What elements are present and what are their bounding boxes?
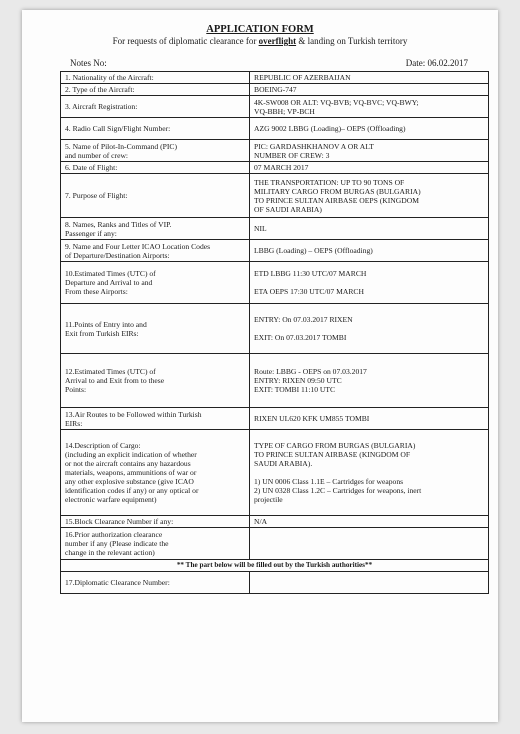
form-row [61, 240, 489, 262]
notes-number-label: Notes No: [70, 58, 107, 68]
row-label: 17.Diplomatic Clearance Number: [61, 572, 250, 594]
row-label: 8. Names, Ranks and Titles of VIP. Passenger if any: [61, 218, 250, 240]
row-value: NIL [250, 218, 489, 240]
row-label: 11.Points of Entry into and Exit from Turkish EIRs: [61, 304, 250, 354]
form-title: APPLICATION FORM [206, 24, 314, 35]
row-value: RIXEN UL620 KFK UM855 TOMBI [250, 408, 489, 430]
form-row [61, 516, 489, 528]
row-value [250, 528, 489, 560]
subtitle-emphasis: overflight [258, 36, 297, 46]
row-value: LBBG (Loading) – OEPS (Offloading) [250, 240, 489, 262]
row-label: 13.Air Routes to be Followed within Turkish EIRs: [61, 408, 250, 430]
form-row [61, 304, 489, 354]
form-row [61, 408, 489, 430]
row-value: 07 MARCH 2017 [250, 162, 489, 174]
row-value: AZG 9002 LBBG (Loading)– OEPS (Offloading) [250, 118, 489, 140]
subtitle-text-start: For requests of diplomatic clearance for [112, 36, 259, 46]
row-value: Route: LBBG - OEPS on 07.03.2017 ENTRY: RIXEN 09:50 UTC EXIT: TOMBI 11:10 UTC [250, 354, 489, 408]
row-value: ETD LBBG 11:30 UTC/07 MARCH ETA OEPS 17:30 UTC/07 MARCH [250, 262, 489, 304]
form-row [61, 174, 489, 218]
row-label: 4. Radio Call Sign/Flight Number: [61, 118, 250, 140]
row-value: REPUBLIC OF AZERBAIJAN [250, 72, 489, 84]
row-label: 1. Nationality of the Aircraft: [61, 72, 250, 84]
subtitle-text-end: & landing on Turkish territory [296, 36, 408, 46]
row-label: 16.Prior authorization clearance number if any (Please indicate the change in the relevant action) [61, 528, 250, 560]
row-label: 15.Block Clearance Number if any: [61, 516, 250, 528]
form-row [61, 162, 489, 174]
authorities-note: ** The part below will be filled out by the Turkish authorities** [61, 560, 489, 572]
form-row [61, 118, 489, 140]
row-label: 2. Type of the Aircraft: [61, 84, 250, 96]
row-label: 14.Description of Cargo: (including an explicit indication of whether or not the aircraft contains any hazardous materials, weapons, ammunitions of war or any other explosive substance (give ICAO identification codes if any) or any optical or electronic warfare equipment) [61, 430, 250, 516]
row-label: 3. Aircraft Registration: [61, 96, 250, 118]
row-label: 5. Name of Pilot-In-Command (PIC) and number of crew: [61, 140, 250, 162]
row-label: 6. Date of Flight: [61, 162, 250, 174]
row-label: 10.Estimated Times (UTC) of Departure and Arrival to and From these Airports: [61, 262, 250, 304]
row-value: 4K-SW008 OR ALT: VQ-BVB; VQ-BVC; VQ-BWY; VQ-BBH; VP-BCH [250, 96, 489, 118]
form-row [61, 354, 489, 408]
form-date: Date: 06.02.2017 [405, 58, 468, 68]
clearance-form-table [60, 71, 489, 594]
form-row [61, 430, 489, 516]
form-row [61, 218, 489, 240]
form-row [61, 572, 489, 594]
row-value: THE TRANSPORTATION: UP TO 90 TONS OF MILITARY CARGO FROM BURGAS (BULGARIA) TO PRINCE SULTAN AIRBASE OEPS (KINGDOM OF SAUDI ARABIA) [250, 174, 489, 218]
row-value: ENTRY: On 07.03.2017 RIXEN EXIT: On 07.03.2017 TOMBI [250, 304, 489, 354]
form-row [61, 72, 489, 84]
form-row [61, 140, 489, 162]
row-label: 7. Purpose of Flight: [61, 174, 250, 218]
row-value: BOEING-747 [250, 84, 489, 96]
row-value: N/A [250, 516, 489, 528]
form-row [61, 84, 489, 96]
row-value [250, 572, 489, 594]
form-row [61, 528, 489, 560]
row-value: TYPE OF CARGO FROM BURGAS (BULGARIA) TO PRINCE SULTAN AIRBASE (KINGDOM OF SAUDI ARABIA). 1) UN 0006 Class 1.1E – Cartridges for weapons 2) UN 0328 Class 1.2C – Cartridges for weapons, inert projectile [250, 430, 489, 516]
application-form-page [22, 10, 498, 722]
form-subtitle [22, 36, 498, 46]
form-row [61, 262, 489, 304]
row-value: PIC: GARDASHKHANOV A OR ALT NUMBER OF CREW: 3 [250, 140, 489, 162]
form-row [61, 96, 489, 118]
authorities-note-row [61, 560, 489, 572]
row-label: 9. Name and Four Letter ICAO Location Codes of Departure/Destination Airports: [61, 240, 250, 262]
row-label: 12.Estimated Times (UTC) of Arrival to and Exit from to these Points: [61, 354, 250, 408]
